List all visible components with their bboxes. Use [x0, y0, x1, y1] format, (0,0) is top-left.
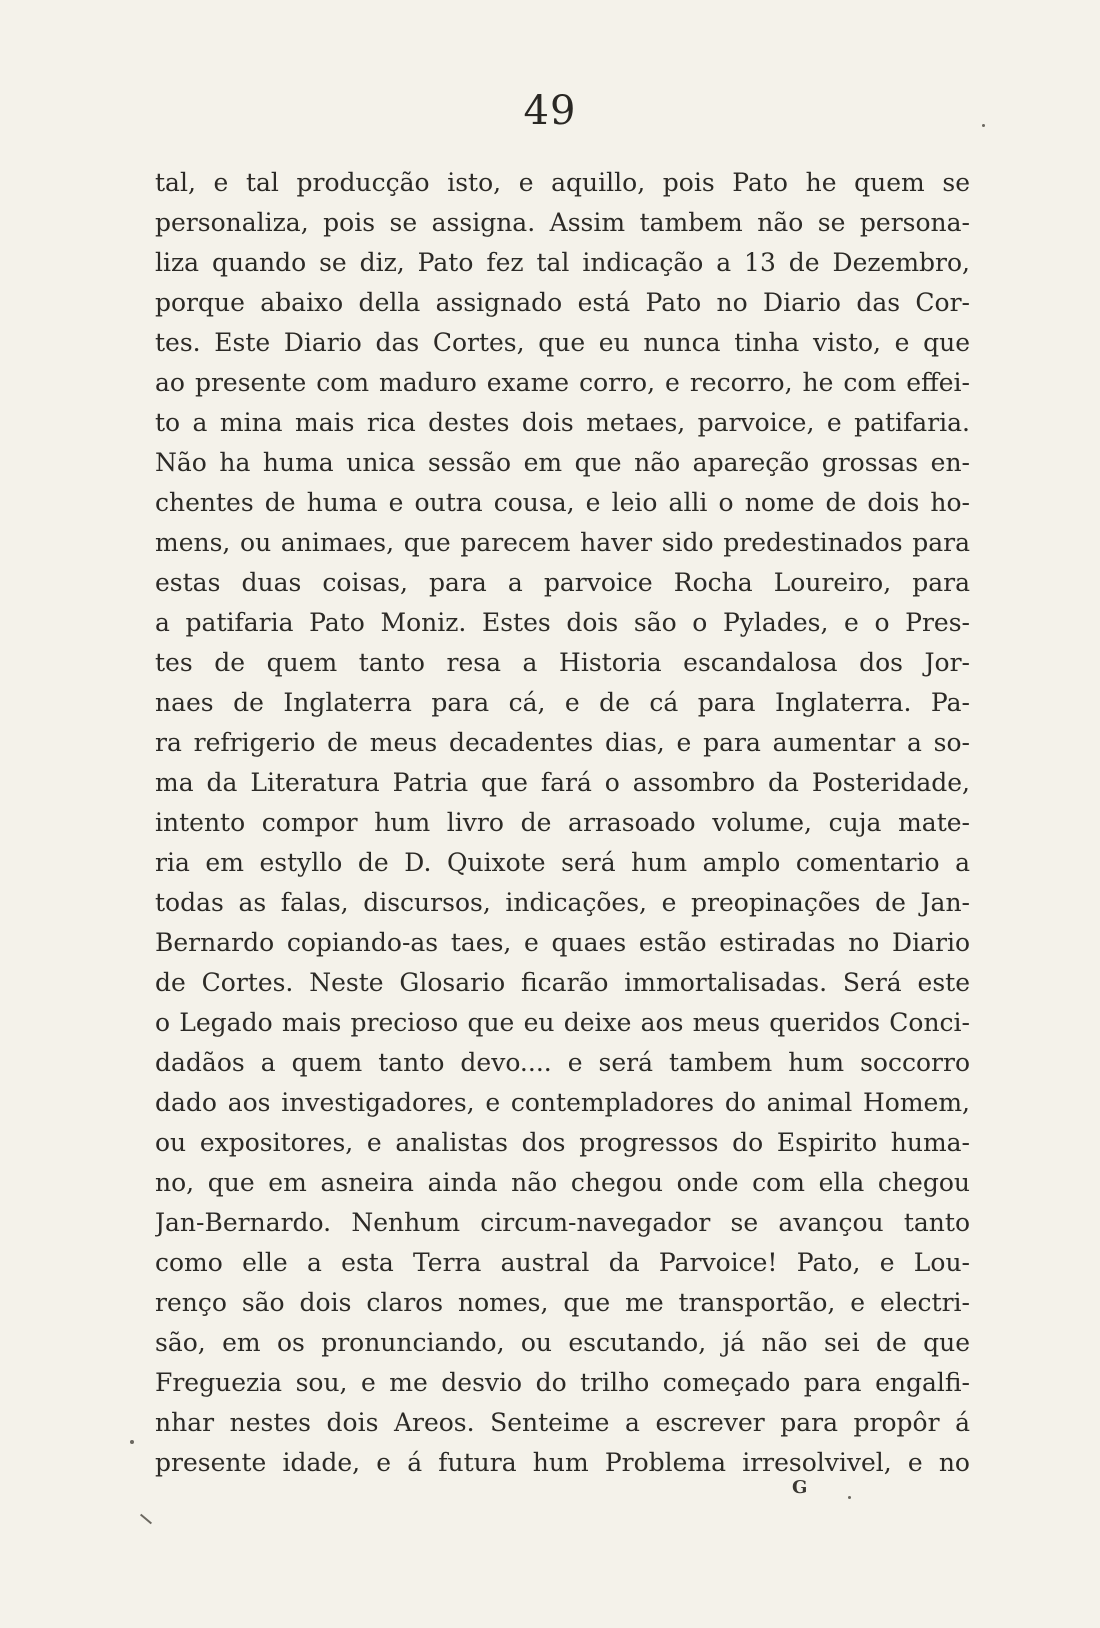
text-line: a patifaria Pato Moniz. Estes dois são o Pylades, e o Pres- — [155, 608, 970, 637]
text-line: estas duas coisas, para a parvoice Rocha Loureiro, para — [155, 568, 970, 597]
text-line: presente idade, e á futura hum Problema irresolvivel, e no — [155, 1448, 970, 1477]
text-line: ra refrigerio de meus decadentes dias, e para aumentar a so- — [155, 728, 970, 757]
text-line: dado aos investigadores, e contempladores do animal Homem, — [155, 1088, 970, 1117]
text-line: mens, ou animaes, que parecem haver sido predestinados para — [155, 528, 970, 557]
text-line: todas as falas, discursos, indicações, e preopinações de Jan- — [155, 888, 970, 917]
text-line: to a mina mais rica destes dois metaes, parvoice, e patifaria. — [155, 408, 970, 437]
ink-speck — [130, 1440, 134, 1444]
text-line: Não ha huma unica sessão em que não apareção grossas en- — [155, 448, 970, 477]
text-line: tes de quem tanto resa a Historia escandalosa dos Jor- — [155, 648, 970, 677]
text-line: o Legado mais precioso que eu deixe aos meus queridos Conci- — [155, 1008, 970, 1037]
text-line: são, em os pronunciando, ou escutando, já não sei de que — [155, 1328, 970, 1357]
ink-stroke — [140, 1514, 152, 1525]
text-line: liza quando se diz, Pato fez tal indicação a 13 de Dezembro, — [155, 248, 970, 277]
text-line: nhar nestes dois Areos. Senteime a escrever para propôr á — [155, 1408, 970, 1437]
text-line: ma da Literatura Patria que fará o assombro da Posteridade, — [155, 768, 970, 797]
text-line: ou expositores, e analistas dos progressos do Espirito huma- — [155, 1128, 970, 1157]
text-line: Jan-Bernardo. Nenhum circum-navegador se avançou tanto — [155, 1208, 970, 1237]
text-line: tes. Este Diario das Cortes, que eu nunca tinha visto, e que — [155, 328, 970, 357]
text-line: chentes de huma e outra cousa, e leio alli o nome de dois ho- — [155, 488, 970, 517]
text-line: ria em estyllo de D. Quixote será hum amplo comentario a — [155, 848, 970, 877]
text-line: Bernardo copiando-as taes, e quaes estão estiradas no Diario — [155, 928, 970, 957]
text-line: tal, e tal producção isto, e aquillo, pois Pato he quem se — [155, 168, 970, 197]
body-text — [155, 163, 970, 1483]
text-line: personaliza, pois se assigna. Assim tambem não se persona- — [155, 208, 970, 237]
text-line: naes de Inglaterra para cá, e de cá para Inglaterra. Pa- — [155, 688, 970, 717]
text-line: renço são dois claros nomes, que me transportão, e electri- — [155, 1288, 970, 1317]
text-line: no, que em asneira ainda não chegou onde com ella chegou — [155, 1168, 970, 1197]
text-line: ao presente com maduro exame corro, e recorro, he com effei- — [155, 368, 970, 397]
page-number: 49 — [523, 88, 577, 134]
text-line: Freguezia sou, e me desvio do trilho começado para engalfi- — [155, 1368, 970, 1397]
text-line: dadãos a quem tanto devo.... e será tambem hum soccorro — [155, 1048, 970, 1077]
text-line: porque abaixo della assignado está Pato no Diario das Cor- — [155, 288, 970, 317]
ink-speck — [848, 1496, 851, 1499]
ink-speck — [982, 124, 985, 127]
text-line: intento compor hum livro de arrasoado volume, cuja mate- — [155, 808, 970, 837]
signature-mark: G — [792, 1477, 808, 1498]
text-line: como elle a esta Terra austral da Parvoice! Pato, e Lou- — [155, 1248, 970, 1277]
text-line: de Cortes. Neste Glosario ficarão immortalisadas. Será este — [155, 968, 970, 997]
